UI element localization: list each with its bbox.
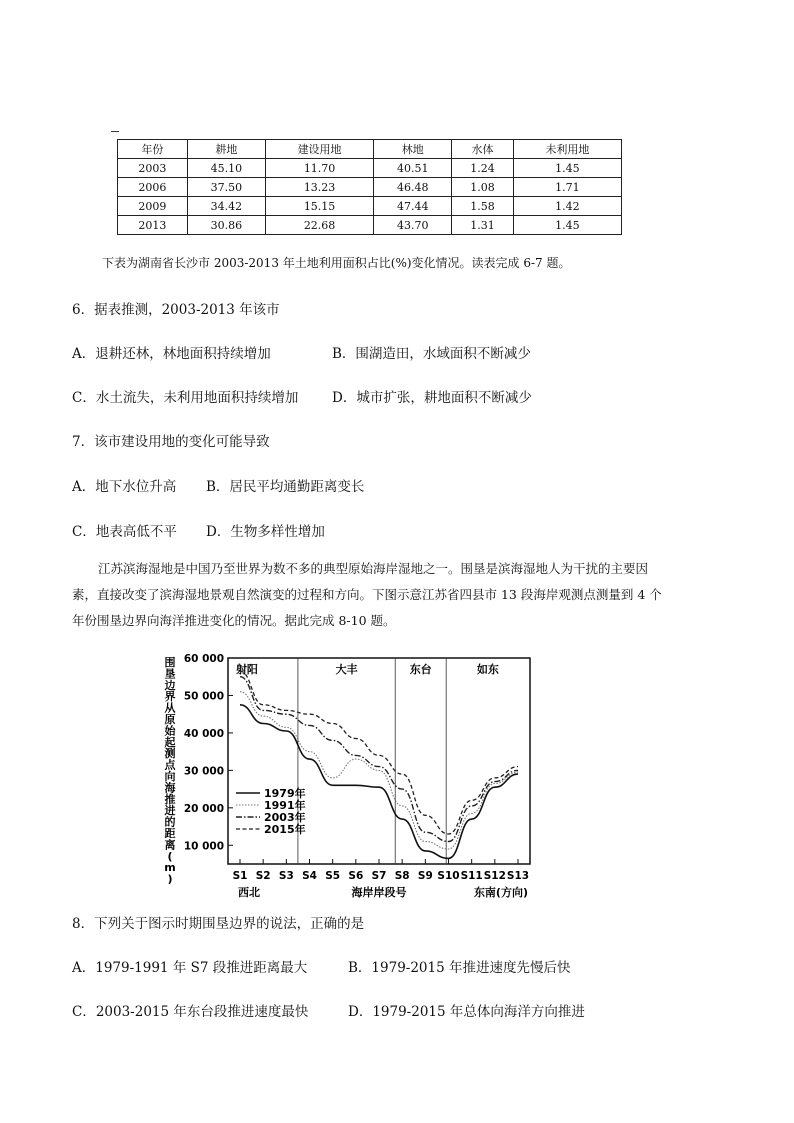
table-header-cell: 林地: [374, 140, 452, 159]
q7-option-a: A．地下水位升高: [72, 479, 177, 495]
table-cell: 15.15: [265, 197, 373, 216]
x-tick-label: S13: [506, 870, 530, 882]
y-tick-label: 60 000: [183, 653, 224, 665]
x-left-label: 西北: [238, 886, 260, 899]
x-tick-label: S6: [348, 870, 364, 882]
table-cell: 30.86: [187, 216, 265, 235]
chart-legend: [236, 786, 306, 836]
table-header-cell: 未利用地: [513, 140, 621, 159]
y-tick-label: 10 000: [183, 840, 224, 853]
region-label: 如东: [476, 663, 499, 676]
table-cell: 13.23: [265, 178, 373, 197]
table-cell: 2009: [118, 197, 188, 216]
y-label-char: 垦: [164, 667, 176, 681]
table-cell: 2003: [118, 159, 188, 178]
x-tick-label: S4: [302, 870, 317, 882]
table-cell: 1.31: [452, 216, 513, 235]
y-label-char: ): [167, 872, 173, 886]
reclamation-chart: [160, 650, 540, 902]
region-label: 射阳: [235, 663, 258, 676]
x-tick-label: S8: [394, 870, 410, 882]
passage: [72, 556, 732, 634]
y-tick-label: 30 000: [183, 765, 224, 778]
q6-stem: 6．据表推测，2003-2013 年该市: [72, 302, 280, 318]
x-tick-label: S9: [417, 870, 433, 882]
table-header-cell: 建设用地: [265, 140, 373, 159]
passage-line: 江苏滨海湿地是中国乃至世界为数不多的典型原始海岸湿地之一。围垦是滨海湿地人为干扰的主要因: [98, 561, 649, 576]
y-tick-label: 50 000: [183, 690, 224, 703]
y-axis-ticks: [184, 653, 233, 852]
table-cell: 34.42: [187, 197, 265, 216]
y-label-char: 的: [164, 815, 176, 829]
table-row: [118, 159, 622, 178]
table-cell: 2006: [118, 178, 188, 197]
q7-option-d: D．生物多样性增加: [206, 524, 325, 540]
q8-option-a: A．1979-1991 年 S7 段推进距离最大: [72, 960, 308, 976]
y-axis-label: [164, 655, 177, 886]
table-row: [118, 178, 622, 197]
legend-label: 2003年: [264, 811, 306, 824]
table-cell: 45.10: [187, 159, 265, 178]
passage-line: 素，直接改变了滨海湿地景观自然演变的过程和方向。下图示意江苏省四县市 13 段海岸观测点测量到 4 个: [72, 587, 662, 602]
passage-line: 年份围垦边界向海洋推进变化的情况。据此完成 8-10 题。: [72, 613, 396, 628]
y-label-char: 向: [164, 770, 176, 783]
table-cell: 11.70: [265, 159, 373, 178]
table-header-row: [118, 140, 622, 159]
table-header-cell: 耕地: [187, 140, 265, 159]
x-tick-label: S10: [437, 870, 460, 882]
q6-option-d: D．城市扩张，耕地面积不断减少: [332, 390, 532, 406]
table-cell: 22.68: [265, 216, 373, 235]
y-label-char: 距: [164, 827, 176, 840]
table-cell: 2013: [118, 216, 188, 235]
y-label-char: 边: [164, 678, 176, 692]
q6-option-a: A．退耕还林，林地面积持续增加: [72, 346, 271, 362]
q7-stem: 7．该市建设用地的变化可能导致: [72, 434, 270, 450]
y-label-char: 推: [164, 792, 176, 806]
y-label-char: 围: [164, 656, 176, 669]
q6-option-b: B．围湖造田，水域面积不断减少: [332, 346, 531, 362]
y-tick-label: 20 000: [183, 802, 224, 815]
x-tick-label: S3: [278, 870, 294, 882]
x-axis-ticks: [233, 859, 530, 882]
legend-label: 1979年: [264, 787, 306, 800]
y-label-char: (: [167, 849, 173, 863]
table-cell: 47.44: [374, 197, 452, 216]
table-cell: 1.42: [513, 197, 621, 216]
x-tick-label: S5: [325, 870, 341, 882]
table-cell: 1.45: [513, 216, 621, 235]
table-header-cell: 水体: [452, 140, 513, 159]
table-cell: 40.51: [374, 159, 452, 178]
x-tick-label: S7: [371, 870, 387, 882]
x-tick-label: S12: [483, 870, 506, 882]
y-label-char: 进: [164, 804, 176, 818]
legend-label: 1991年: [264, 799, 306, 812]
y-tick-label: 40 000: [183, 727, 224, 740]
corner-mark: [111, 131, 119, 132]
y-label-char: 海: [164, 781, 176, 795]
y-label-char: 起: [164, 735, 176, 749]
table-header-cell: 年份: [118, 140, 188, 159]
table-cell: 1.08: [452, 178, 513, 197]
region-label: 东台: [409, 663, 432, 676]
table-cell: 1.58: [452, 197, 513, 216]
y-label-char: 界: [164, 690, 176, 704]
x-right-label: 东南(方向): [473, 886, 528, 899]
x-axis-label: 海岸岸段号: [351, 886, 407, 899]
y-label-char: 始: [164, 724, 176, 738]
land-use-table: [117, 139, 622, 235]
y-label-char: 离: [164, 838, 176, 852]
q8-option-d: D．1979-2015 年总体向海洋方向推进: [348, 1004, 585, 1020]
table-row: [118, 197, 622, 216]
table-cell: 43.70: [374, 216, 452, 235]
x-tick-label: S2: [255, 870, 271, 882]
region-label: 大丰: [335, 663, 358, 676]
y-label-char: 原: [164, 713, 176, 726]
table-cell: 46.48: [374, 178, 452, 197]
q8-option-b: B．1979-2015 年推进速度先慢后快: [348, 960, 571, 976]
y-label-char: 点: [164, 758, 176, 772]
x-tick-label: S11: [460, 870, 483, 882]
y-label-char: 测: [164, 747, 176, 761]
y-label-char: 从: [164, 701, 176, 715]
table-row: [118, 216, 622, 235]
table-intro-text: 下表为湖南省长沙市 2003-2013 年土地利用面积占比(%)变化情况。读表完成 6-7 题。: [102, 256, 571, 270]
q7-option-c: C．地表高低不平: [72, 524, 177, 540]
table-cell: 1.24: [452, 159, 513, 178]
q6-option-c: C．水土流失，未利用地面积持续增加: [72, 390, 299, 406]
table-cell: 37.50: [187, 178, 265, 197]
q7-option-b: B．居民平均通勤距离变长: [206, 479, 365, 495]
legend-label: 2015年: [264, 823, 306, 836]
y-label-char: m: [164, 861, 176, 875]
table-cell: 1.45: [513, 159, 621, 178]
x-tick-label: S1: [232, 870, 248, 882]
q8-stem: 8．下列关于图示时期围垦边界的说法，正确的是: [72, 916, 365, 932]
table-cell: 1.71: [513, 178, 621, 197]
q8-option-c: C．2003-2015 年东台段推进速度最快: [72, 1004, 309, 1020]
